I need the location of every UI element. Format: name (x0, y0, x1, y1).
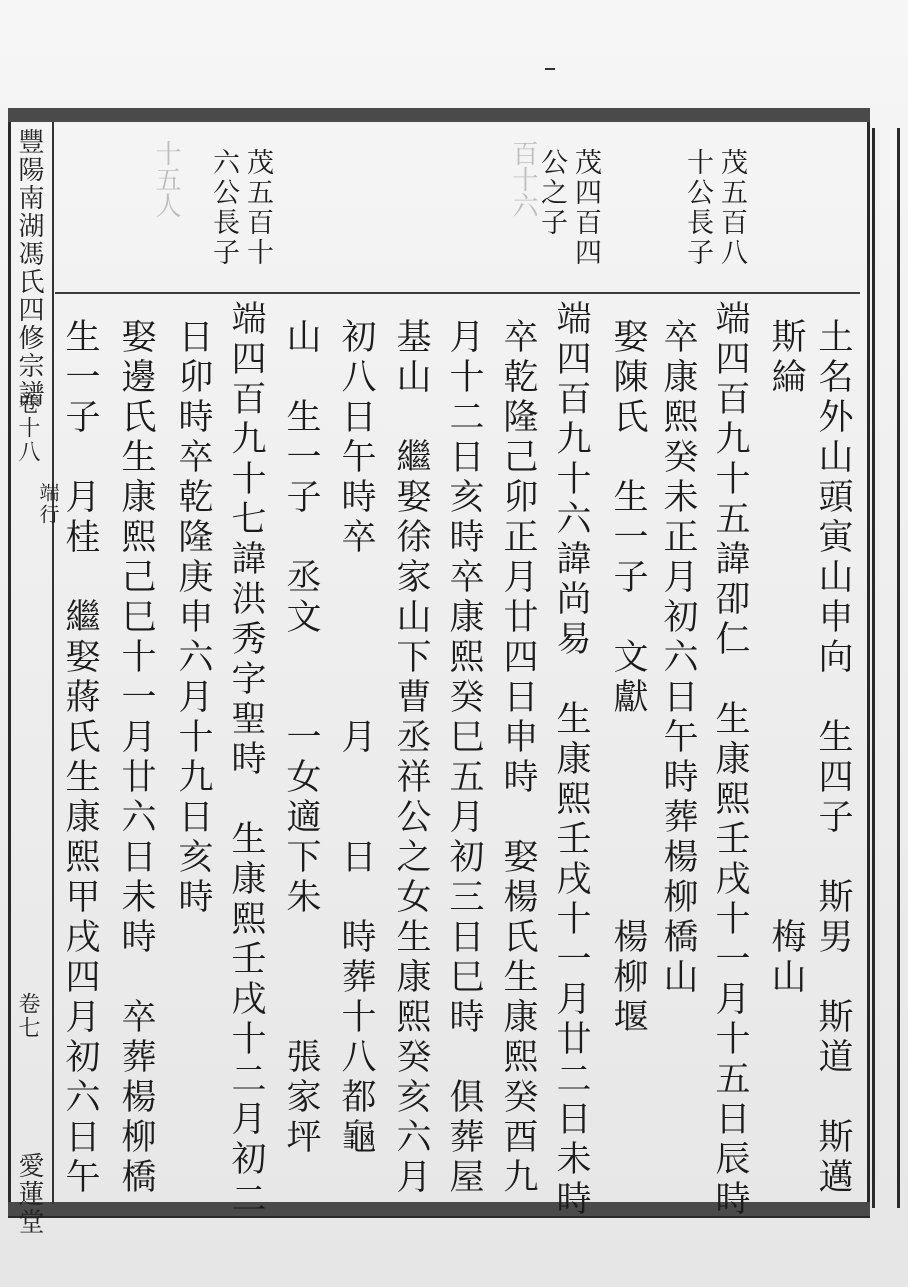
text-column: 端四百九十七諱洪秀字聖時 生康熙壬戌十二月初二 (226, 300, 266, 1220)
text-column: 生一子 月桂 繼娶蔣氏生康熙甲戌四月初六日午 (60, 318, 100, 1198)
lineage-note: 六公長子 (208, 148, 239, 268)
spine-hall: 愛蓮堂 (14, 1152, 44, 1236)
frame-top-band (8, 108, 870, 122)
right-border (872, 128, 900, 1208)
text-column: 卒康熙癸未正月初六日午時葬楊柳橋山 (658, 318, 698, 998)
text-column: 卒乾隆己卯正月廿四日申時 娶楊氏生康熙癸酉九 (498, 318, 538, 1198)
text-column: 初八日午時卒 月 日 時葬十八都龜 (336, 318, 376, 1158)
lineage-note: 茂五百八 (716, 148, 747, 268)
margin-mark (545, 68, 555, 70)
text-column: 端四百九十六諱尚易 生康熙壬戌十一月廿二日未時 (551, 300, 591, 1220)
spine-volume: 卷十八 (15, 392, 40, 464)
bleed-through: 百十六 (508, 140, 538, 218)
text-column: 日卯時卒乾隆庚申六月十九日亥時 (173, 318, 213, 918)
text-column: 娶陳氏 生一子 文獻 楊柳堰 (608, 318, 648, 1038)
text-column: 斯綸 梅山 (766, 318, 806, 998)
spine-leaf: 卷七 (15, 992, 40, 1040)
spine (8, 122, 60, 1236)
register-divider (55, 292, 860, 294)
lineage-note: 十公長子 (682, 148, 713, 268)
lineage-note: 茂五百十 (242, 148, 273, 268)
lineage-note: 公之子 (536, 148, 567, 238)
text-column: 土名外山頭寅山申向 生四子 斯男 斯道 斯邁 (813, 318, 853, 1198)
bleed-through: 十五人 (151, 140, 181, 218)
text-column: 端四百九十五諱卲仁 生康熙壬戌十一月十五日辰時 (710, 300, 750, 1220)
spine-branch: 端行 (36, 482, 60, 526)
text-column: 基山 繼娶徐家山下曹丞祥公之女生康熙癸亥六月 (391, 318, 431, 1198)
text-column: 山 生一子 丞文 一女適下朱 張家坪 (281, 318, 321, 1158)
text-column: 月十二日亥時卒康熙癸巳五月初三日巳時 俱葬屋 (444, 318, 484, 1198)
lineage-note: 茂四百四 (570, 148, 601, 268)
spine-title: 豐陽南湖馮氏四修宗譜 (14, 128, 44, 408)
text-column: 娶邊氏生康熙己巳十一月廿六日未時 卒葬楊柳橋 (116, 318, 156, 1198)
